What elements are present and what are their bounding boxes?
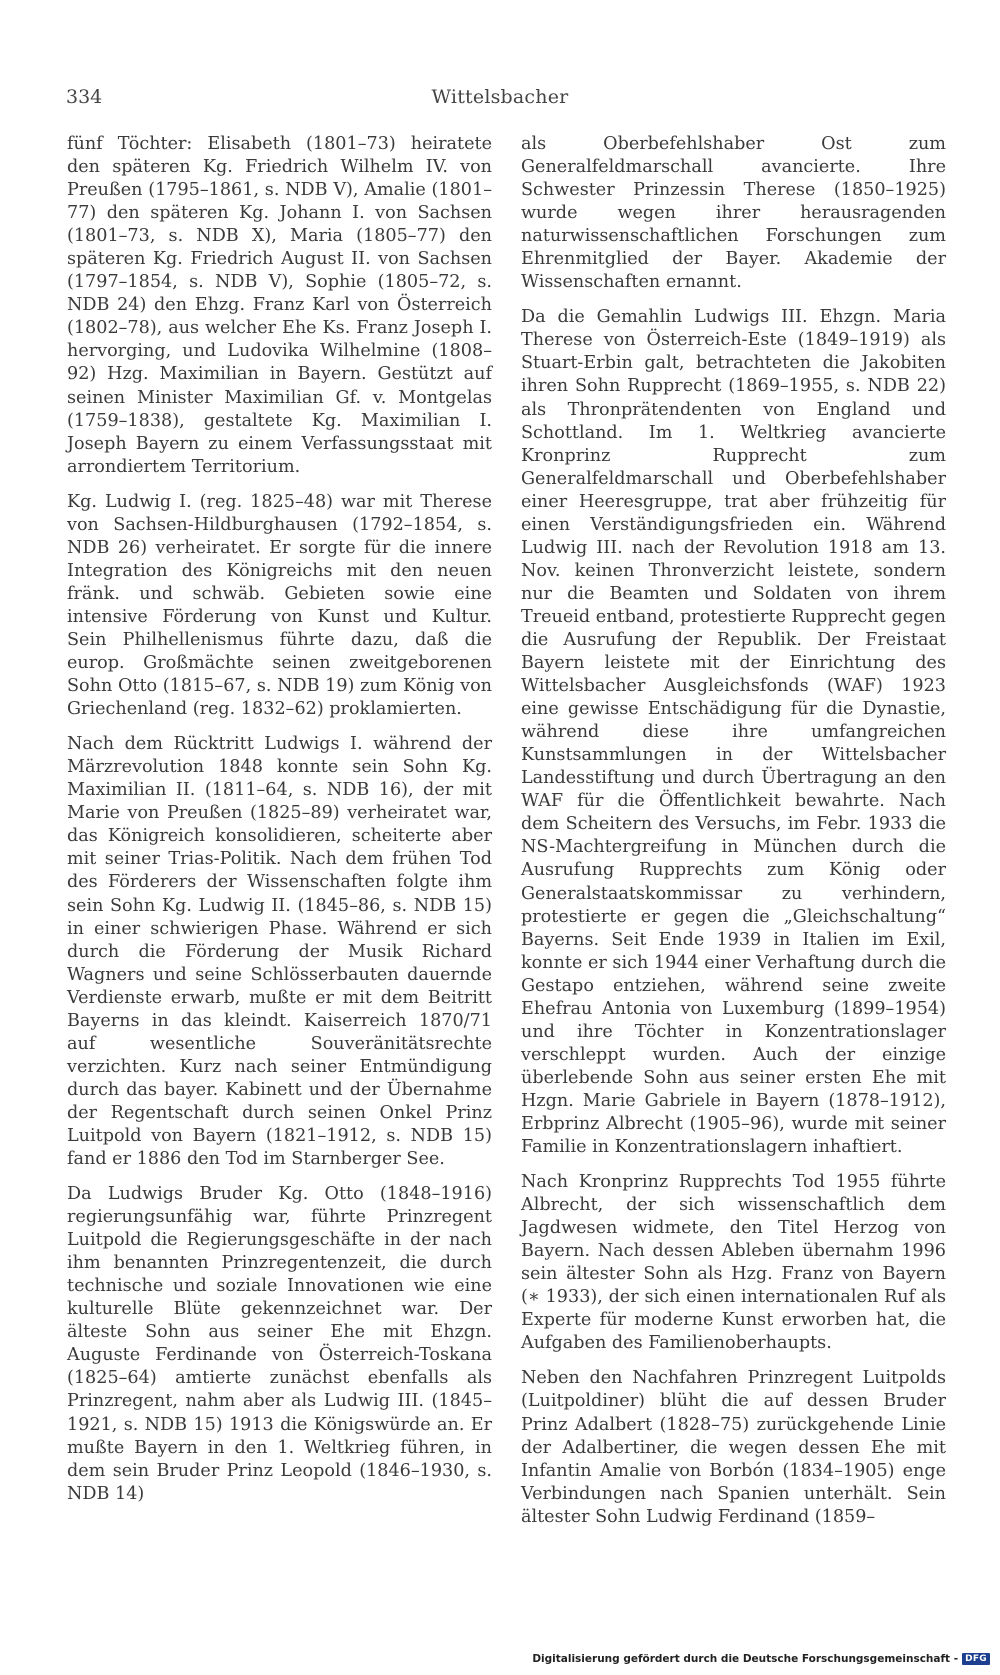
- page-number: 334: [66, 86, 103, 108]
- paragraph: Nach dem Rücktritt Ludwigs I. während der Märzrevolution 1848 konnte sein Sohn Kg. Maximilian II. (1811–64, s. NDB 16), der mit Marie von Preußen (1825–89) verheiratet war, das Königreich konsolidieren, scheiterte aber mit seiner Trias-Politik. Nach dem frühen Tod des Förderers der Wissenschaften folgte ihm sein Sohn Kg. Ludwig II. (1845–86, s. NDB 15) in einer schwierigen Phase. Während er sich durch die Förderung der Musik Richard Wagners und seine Schlösserbauten dauernde Verdienste erwarb, mußte er mit dem Beitritt Bayerns in das kleindt. Kaiserreich 1870/71 auf wesentliche Souveränitätsrechte verzichten. Kurz nach seiner Entmündigung durch das bayer. Kabinett und der Übernahme der Regentschaft durch seinen Onkel Prinz Luitpold von Bayern (1821–1912, s. NDB 15) fand er 1886 den Tod im Starnberger See.: [67, 734, 492, 1170]
- left-column: [67, 133, 492, 1518]
- right-column: [521, 133, 946, 1541]
- footer-credit: [532, 1653, 990, 1665]
- paragraph: Da die Gemahlin Ludwigs III. Ehzgn. Maria Therese von Österreich-Este (1849–1919) als Stuart-Erbin galt, betrachteten die Jakobiten ihren Sohn Rupprecht (1869–1955, s. NDB 22) als Thronprätendenten von England und Schottland. Im 1. Weltkrieg avancierte Kronprinz Rupprecht zum Generalfeldmarschall und Oberbefehlshaber einer Heeresgruppe, trat aber frühzeitig für einen Verständigungsfrieden ein. Während Ludwig III. nach der Revolution 1918 am 13. Nov. keinen Thronverzicht leistete, sondern nur die Beamten und Soldaten von ihrem Treueid entband, protestierte Rupprecht gegen die Ausrufung der Republik. Der Freistaat Bayern leistete mit der Einrichtung des Wittelsbacher Ausgleichsfonds (WAF) 1923 eine gewisse Entschädigung für die Dynastie, während diese ihre umfangreichen Kunstsammlungen in der Wittelsbacher Landesstiftung und durch Übertragung an den WAF für die Öffentlichkeit bewahrte. Nach dem Scheitern des Versuchs, im Febr. 1933 die NS-Machtergreifung in München durch die Ausrufung Rupprechts zum König oder Generalstaatskommissar zu verhindern, protestierte er gegen die „Gleichschaltung“ Bayerns. Seit Ende 1939 in Italien im Exil, konnte er sich 1944 einer Verhaftung durch die Gestapo entziehen, während seine zweite Ehefrau Antonia von Luxemburg (1899–1954) und ihre Töchter in Konzentrationslager verschleppt wurden. Auch der einzige überlebende Sohn aus seiner ersten Ehe mit Hzgn. Marie Gabriele in Bayern (1878–1912), Erbprinz Albrecht (1905–96), wurde mit seiner Familie in Konzentrationslagern inhaftiert.: [521, 307, 946, 1158]
- paragraph: Da Ludwigs Bruder Kg. Otto (1848–1916) regierungsunfähig war, führte Prinzregent Luitpold die Regierungsgeschäfte in der nach ihm benannten Prinzregentenzeit, die durch technische und soziale Innovationen wie eine kulturelle Blüte gekennzeichnet war. Der älteste Sohn aus seiner Ehe mit Ehzgn. Auguste Ferdinande von Österreich-Toskana (1825–64) amtierte zunächst ebenfalls als Prinzregent, nahm aber als Ludwig III. (1845–1921, s. NDB 15) 1913 die Königswürde an. Er mußte Bayern in den 1. Weltkrieg führen, in dem sein Bruder Prinz Leopold (1846–1930, s. NDB 14): [67, 1184, 492, 1504]
- footer-text: Digitalisierung gefördert durch die Deutsche Forschungsgemeinschaft -: [532, 1653, 959, 1665]
- paragraph: Nach Kronprinz Rupprechts Tod 1955 führte Albrecht, der sich wissenschaftlich dem Jagdwesen widmete, den Titel Herzog von Bayern. Nach dessen Ableben übernahm 1996 sein ältester Sohn als Hzg. Franz von Bayern (∗ 1933), der sich einen internationalen Ruf als Experte für moderne Kunst erworben hat, die Aufgaben des Familienoberhaupts.: [521, 1172, 946, 1354]
- paragraph: Neben den Nachfahren Prinzregent Luitpolds (Luitpoldiner) blüht die auf dessen Bruder Prinz Adalbert (1828–75) zurückgehende Linie der Adalbertiner, die wegen dessen Ehe mit Infantin Amalie von Borbón (1834–1905) enge Verbindungen nach Spanien unterhält. Sein ältester Sohn Ludwig Ferdinand (1859–: [521, 1368, 946, 1527]
- paragraph: fünf Töchter: Elisabeth (1801–73) heiratete den späteren Kg. Friedrich Wilhelm IV. von Preußen (1795–1861, s. NDB V), Amalie (1801–77) den späteren Kg. Johann I. von Sachsen (1801–73, s. NDB X), Maria (1805–77) den späteren Kg. Friedrich August II. von Sachsen (1797–1854, s. NDB V), Sophie (1805–72, s. NDB 24) den Ehzg. Franz Karl von Österreich (1802–78), aus welcher Ehe Ks. Franz Joseph I. hervorging, und Ludovika Wilhelmine (1808–92) Hzg. Maximilian in Bayern. Gestützt auf seinen Minister Maximilian Gf. v. Montgelas (1759–1838), gestaltete Kg. Maximilian I. Joseph Bayern zu einem Verfassungsstaat mit arrondiertem Territorium.: [67, 134, 492, 477]
- paragraph: Kg. Ludwig I. (reg. 1825–48) war mit Therese von Sachsen-Hildburghausen (1792–1854, s. NDB 26) verheiratet. Er sorgte für die innere Integration des Königreichs mit den neuen fränk. und schwäb. Gebieten sowie eine intensive Förderung von Kunst und Kultur. Sein Philhellenismus führte dazu, daß die europ. Großmächte seinen zweitgeborenen Sohn Otto (1815–67, s. NDB 19) zum König von Griechenland (reg. 1832–62) proklamierten.: [67, 491, 492, 720]
- running-title: Wittelsbacher: [431, 86, 569, 108]
- paragraph: als Oberbefehlshaber Ost zum Generalfeldmarschall avancierte. Ihre Schwester Prinzessin Therese (1850–1925) wurde wegen ihrer herausragenden naturwissenschaftlichen Forschungen zum Ehrenmitglied der Bayer. Akademie der Wissenschaften ernannt.: [521, 134, 946, 293]
- dfg-logo: DFG: [962, 1653, 990, 1665]
